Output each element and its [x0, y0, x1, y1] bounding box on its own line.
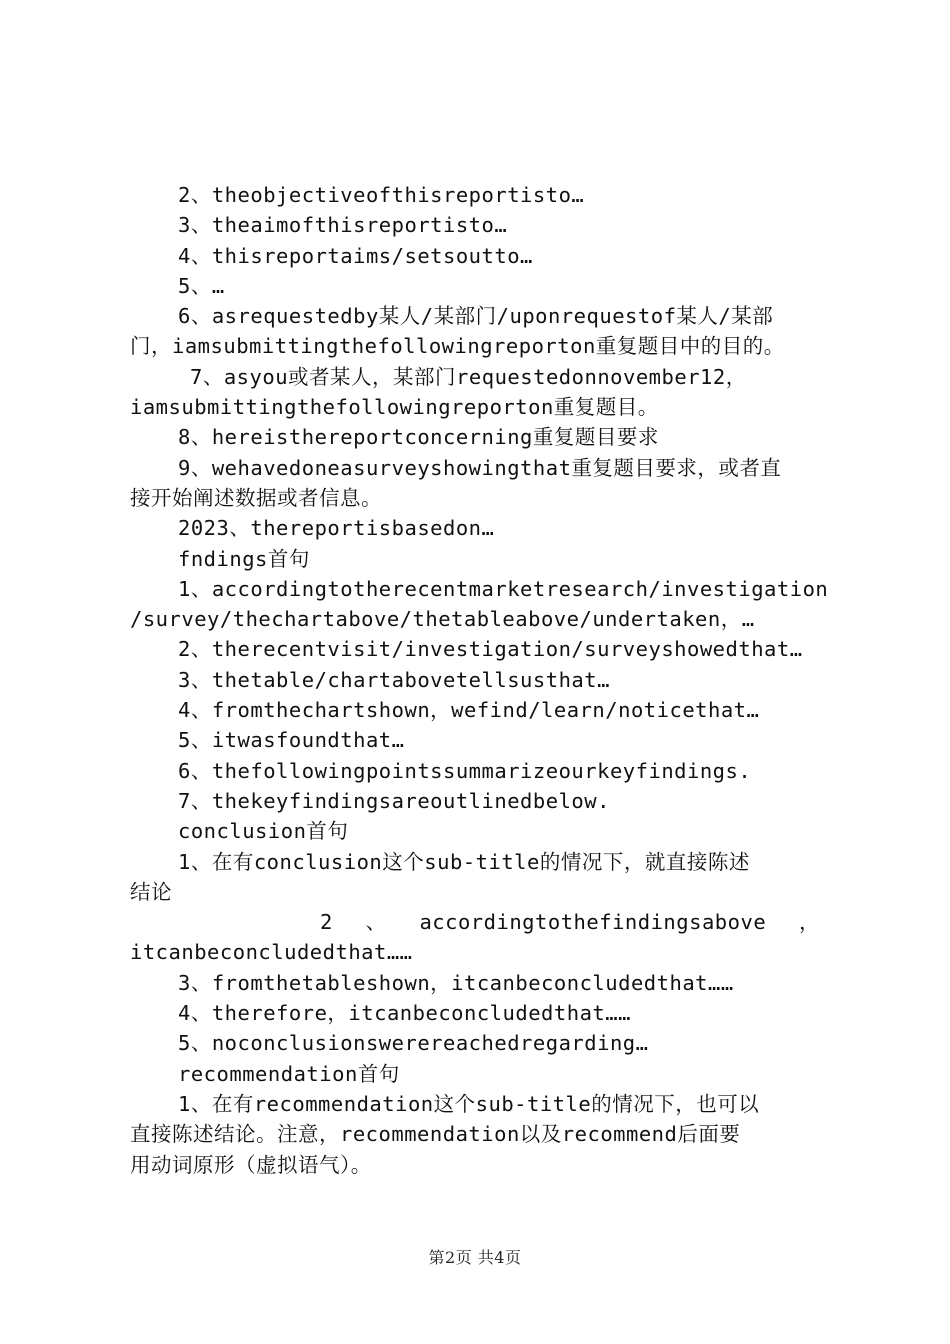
text-line: 9、wehavedoneasurveyshowingthat重复题目要求，或者直: [178, 455, 782, 480]
text-line: 3、thetable/chartabovetellsusthat…: [178, 667, 610, 692]
text-line: 3、theaimofthisreportisto…: [178, 213, 508, 238]
text-line: 6、asrequestedby某人/某部门/uponrequestof某人/某部: [178, 304, 774, 329]
text-line: 4、fromthechartshown，wefind/learn/noticethat…: [178, 698, 760, 723]
text-line: 5、…: [178, 273, 225, 298]
document-body: [130, 180, 832, 1180]
text-line: itcanbeconcludedthat……: [130, 940, 413, 965]
text-line: /survey/thechartabove/thetableabove/undertaken，…: [130, 607, 755, 632]
justified-number: 2: [320, 910, 333, 935]
text-line: 5、itwasfoundthat…: [178, 728, 405, 753]
section-heading-findings: fndings首句: [178, 546, 310, 571]
text-line: 4、therefore，itcanbeconcludedthat……: [178, 1001, 631, 1026]
justified-text: accordingtothefindingsabove: [419, 910, 767, 935]
text-line: 7、thekeyfindingsareoutlinedbelow.: [178, 788, 610, 813]
text-line: 6、thefollowingpointssummarizeourkeyfindings.: [178, 758, 752, 783]
justified-comma: ，: [798, 910, 820, 935]
text-line: 5、noconclusionswerereachedregarding…: [178, 1031, 649, 1056]
text-line: 1、accordingtotherecentmarketresearch/investigation: [178, 576, 829, 601]
text-line: 8、hereisthereportconcerning重复题目要求: [178, 425, 659, 450]
text-line: 2、theobjectiveofthisreportisto…: [178, 183, 585, 207]
section-heading-conclusion: conclusion首句: [178, 819, 349, 844]
page-number-footer: 第2页 共4页: [428, 1248, 522, 1267]
text-line: 2、therecentvisit/investigation/surveyshowedthat…: [178, 637, 803, 662]
text-line: 1、在有recommendation这个sub-title的情况下，也可以: [178, 1091, 760, 1116]
text-line: 结论: [130, 879, 172, 904]
justified-line: [130, 907, 832, 937]
text-line: 4、thisreportaims/setsoutto…: [178, 243, 533, 268]
text-line: 门，iamsubmittingthefollowingreporton重复题目中的目的。: [130, 334, 785, 359]
text-line: 直接陈述结论。注意，recommendation以及recommend后面要: [130, 1122, 741, 1147]
text-line: 3、fromthetableshown，itcanbeconcludedthat……: [178, 970, 734, 995]
text-line: 用动词原形（虚拟语气）。: [130, 1152, 372, 1177]
text-line: iamsubmittingthefollowingreporton重复题目。: [130, 395, 659, 420]
text-line: 7、asyou或者某人，某部门requestedonnovember12，: [190, 364, 747, 389]
justified-separator: 、: [365, 910, 387, 935]
text-line: 2023、thereportisbasedon…: [178, 516, 495, 541]
section-heading-recommendation: recommendation首句: [178, 1061, 400, 1086]
text-line: 1、在有conclusion这个sub-title的情况下，就直接陈述: [178, 849, 750, 874]
text-line: 接开始阐述数据或者信息。: [130, 485, 382, 510]
